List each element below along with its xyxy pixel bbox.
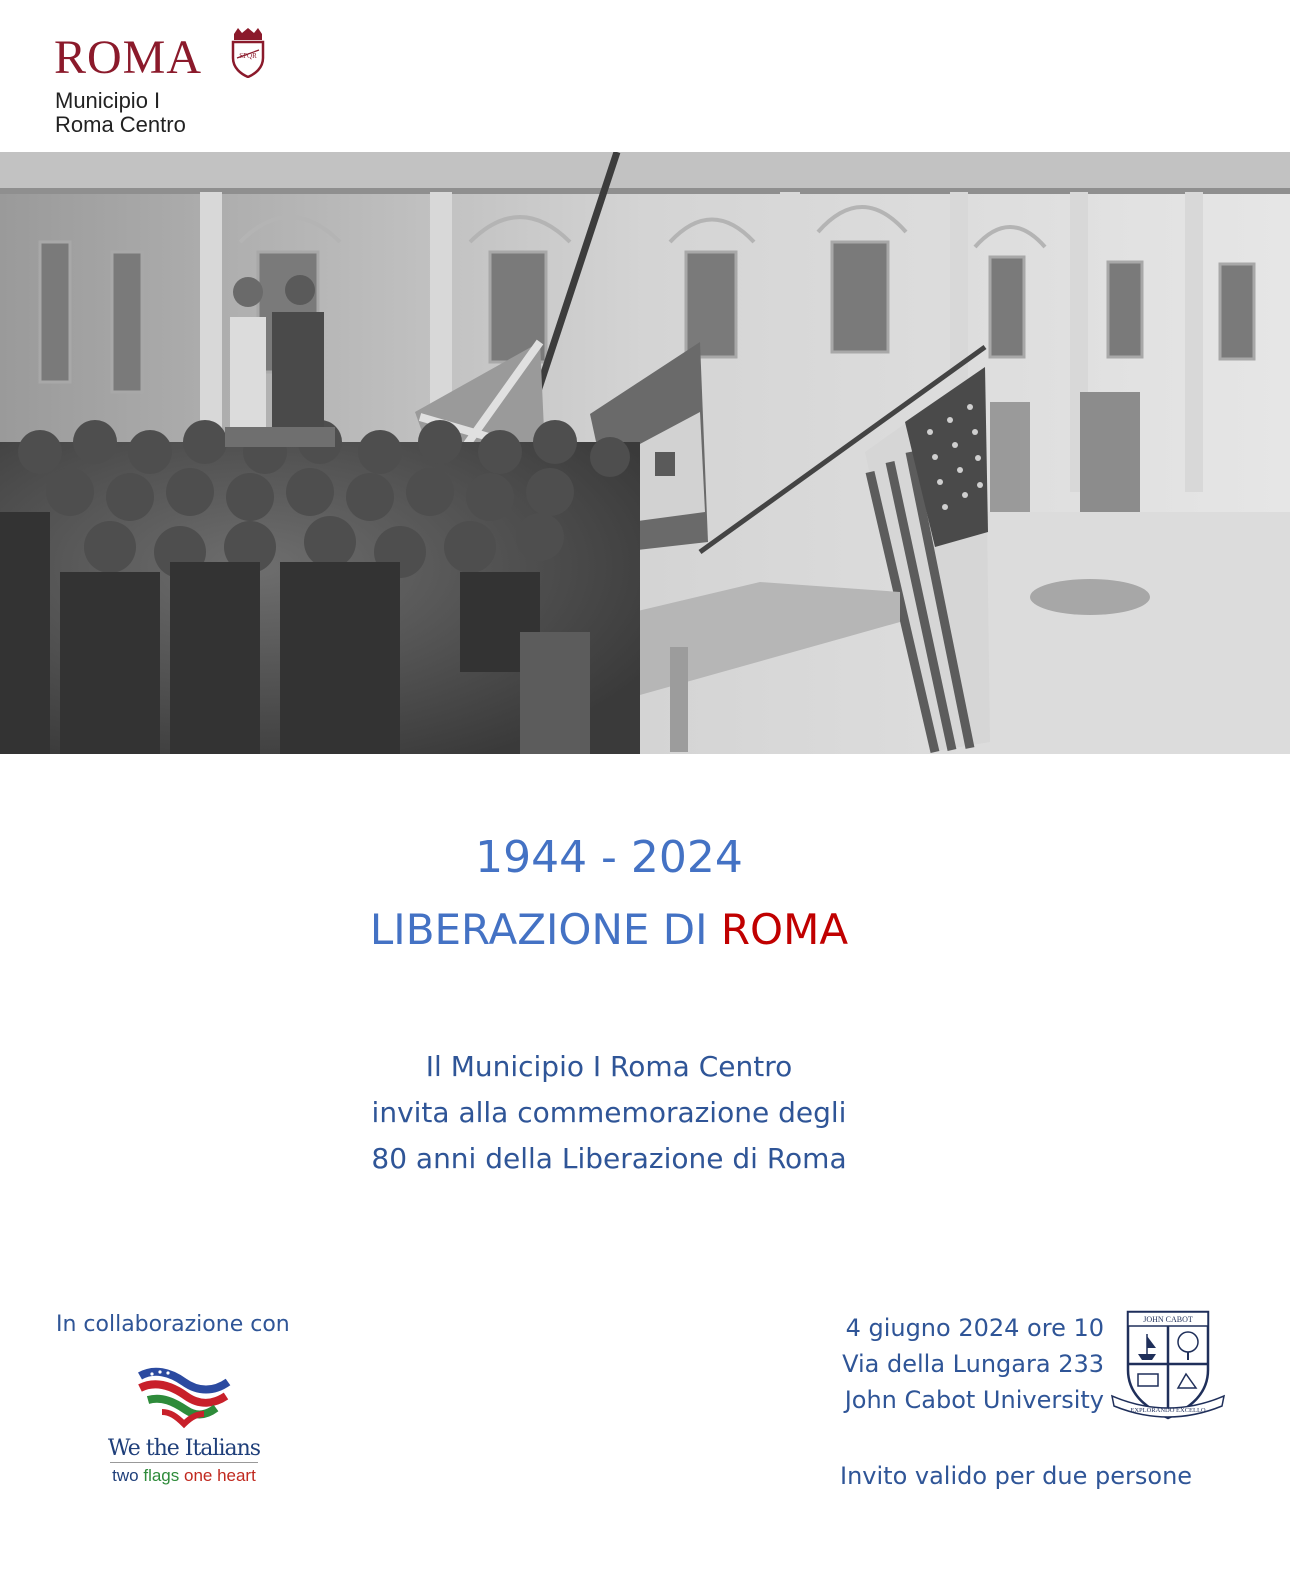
title-roma: ROMA bbox=[720, 905, 849, 954]
john-cabot-crest-icon bbox=[1108, 1308, 1228, 1428]
crest-motto: EXPLORANDO EXCELLO bbox=[1130, 1407, 1206, 1414]
crowd-of-soldiers bbox=[0, 420, 640, 754]
event-date-time: 4 giugno 2024 ore 10 bbox=[845, 1314, 1104, 1342]
event-venue: John Cabot University bbox=[844, 1386, 1104, 1414]
collaboration-label: In collaborazione con bbox=[56, 1312, 290, 1337]
we-the-italians-logo bbox=[104, 1358, 264, 1488]
logo-line-municipio: Municipio I bbox=[55, 88, 161, 113]
invite-line-1: Il Municipio I Roma Centro bbox=[425, 1050, 793, 1083]
main-title bbox=[0, 904, 1218, 956]
photo-scene bbox=[0, 152, 1290, 754]
heart-flags-icon bbox=[104, 1358, 264, 1434]
invite-line-2: invita alla commemorazione degli bbox=[371, 1096, 847, 1129]
partner-divider bbox=[110, 1462, 258, 1463]
spqr-shield-icon bbox=[228, 28, 268, 78]
logo-word: ROMA bbox=[54, 31, 203, 84]
title-liberazione: LIBERAZIONE DI bbox=[369, 905, 721, 954]
event-address: Via della Lungara 233 bbox=[842, 1350, 1104, 1378]
anniversary-years: 1944 - 2024 bbox=[475, 832, 743, 883]
invite-line-3: 80 anni della Liberazione di Roma bbox=[371, 1142, 847, 1175]
crest-top-text: JOHN CABOT bbox=[1143, 1315, 1193, 1324]
partner-tagline: two flags one heart bbox=[112, 1466, 256, 1485]
partner-name: We the Italians bbox=[107, 1436, 261, 1461]
hero-archive-photo bbox=[0, 152, 1290, 754]
logo-line-roma-centro: Roma Centro bbox=[55, 112, 186, 137]
shield-text: SPQR bbox=[239, 52, 257, 60]
invitation-validity: Invito valido per due persone bbox=[840, 1462, 1193, 1490]
